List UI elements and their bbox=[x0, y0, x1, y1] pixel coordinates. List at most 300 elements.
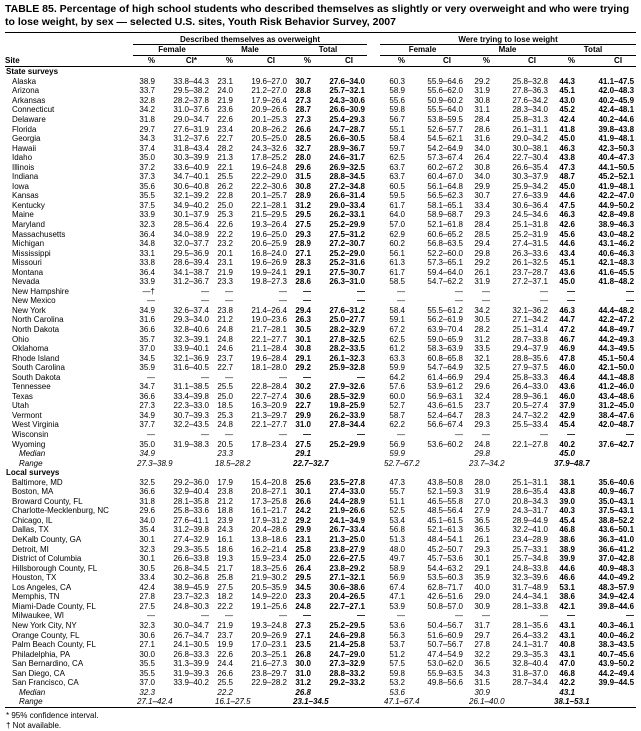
ci-value: 52.1–61.8 bbox=[427, 219, 463, 229]
percent-value: 31.2 bbox=[295, 200, 311, 210]
subheader-male: Male bbox=[465, 45, 550, 56]
column-gap bbox=[367, 697, 380, 707]
ci-value: 19.6–25.0 bbox=[251, 229, 287, 239]
percent-value: — bbox=[397, 296, 405, 306]
ci-value: 40.2–44.6 bbox=[598, 114, 635, 124]
column-header-pct: % bbox=[380, 55, 409, 67]
table-row bbox=[5, 201, 636, 211]
ci-value: 20.1–25.7 bbox=[251, 191, 287, 201]
ci-value: 34.7–40.1 bbox=[173, 172, 209, 182]
percent-value: 43.1 bbox=[559, 630, 575, 640]
percent-value: 36.6 bbox=[139, 325, 155, 334]
ci-value: 33.9–40.1 bbox=[173, 344, 209, 354]
percent-value: 30.7 bbox=[295, 76, 311, 86]
percent-value: 30.0 bbox=[139, 649, 155, 659]
ci-value: 34.9–40.2 bbox=[173, 200, 209, 210]
percent-value: 46.8 bbox=[559, 668, 575, 678]
ci-value: 19.9–24.1 bbox=[251, 267, 287, 277]
percent-value: 38.6 bbox=[559, 535, 575, 545]
ci-value: — bbox=[279, 372, 287, 382]
ci-value: 26.8–33.3 bbox=[173, 649, 209, 659]
ci-value: 38.3–43.5 bbox=[598, 640, 635, 650]
column-gap bbox=[367, 554, 380, 564]
ci-value: 33.9–40.2 bbox=[173, 678, 209, 688]
percent-value: 47.0 bbox=[559, 659, 575, 669]
ci-value: — bbox=[279, 611, 287, 621]
ci-value: 31.9–39.3 bbox=[173, 668, 209, 678]
ci-value: 32.3–39.1 bbox=[173, 334, 209, 344]
ci-value: 29.5–36.9 bbox=[173, 248, 209, 258]
ci-value: 19.0–23.6 bbox=[251, 315, 287, 325]
ci-value: 24.4–28.9 bbox=[329, 496, 365, 506]
ci-value: 21.1–28.4 bbox=[251, 344, 287, 354]
percent-value: 53.2 bbox=[389, 678, 405, 688]
column-gap bbox=[367, 411, 380, 421]
ci-value: 52.1–59.3 bbox=[427, 487, 463, 497]
ci-value: 26.6–30.5 bbox=[329, 134, 365, 144]
percent-value: 59.5 bbox=[389, 191, 405, 201]
table-row bbox=[5, 678, 636, 688]
site-name: Arkansas bbox=[12, 95, 46, 105]
table-row bbox=[5, 382, 636, 392]
percent-value: 29.5 bbox=[295, 210, 311, 220]
percent-value: — bbox=[225, 296, 233, 306]
column-gap bbox=[367, 440, 380, 450]
ci-value: 24.6–31.7 bbox=[329, 153, 365, 163]
percent-value: 33.8 bbox=[139, 258, 155, 268]
percent-value: 32.1 bbox=[474, 353, 490, 363]
ci-value: 39.8–44.6 bbox=[598, 601, 635, 611]
ci-value: 50.8–57.0 bbox=[427, 601, 463, 611]
table-row bbox=[5, 325, 636, 335]
percent-value: 34.9 bbox=[139, 410, 155, 420]
ci-value: 37.5–43.1 bbox=[598, 506, 635, 516]
ci-value: 22.7–30.4 bbox=[512, 153, 548, 163]
percent-value: 33.1 bbox=[139, 248, 155, 258]
ci-value: 37.0–42.8 bbox=[598, 554, 635, 564]
percent-value: 32.5 bbox=[474, 363, 490, 373]
ci-value: 35.6–40.6 bbox=[598, 477, 635, 487]
percent-value: 64.0 bbox=[389, 210, 405, 220]
range-value: 26.1–40.0 bbox=[469, 697, 505, 707]
median-value: 29.1 bbox=[295, 449, 311, 459]
ci-value: — bbox=[540, 296, 548, 306]
ci-value: 29.2–36.0 bbox=[173, 477, 209, 487]
site-name: Massachusetts bbox=[12, 229, 66, 239]
site-name: Detroit, MI bbox=[12, 544, 49, 554]
ci-empty bbox=[409, 449, 465, 459]
ci-value: 22.9–28.2 bbox=[251, 678, 287, 688]
ci-value: 53.8–59.5 bbox=[427, 114, 463, 124]
percent-value: 51.1 bbox=[389, 496, 405, 506]
ci-value: 21.3–25.0 bbox=[329, 535, 365, 545]
column-gap bbox=[367, 430, 380, 440]
percent-value: 44.6 bbox=[559, 563, 575, 573]
percent-value: 62.5 bbox=[389, 153, 405, 163]
percent-value: 35.5 bbox=[139, 659, 155, 669]
percent-value: 45.2 bbox=[559, 105, 575, 115]
ci-value: 24.3–32.6 bbox=[251, 143, 287, 153]
percent-value: 53.9 bbox=[389, 601, 405, 611]
ci-value: 29.0–34.2 bbox=[512, 134, 548, 144]
section-label: Local surveys bbox=[6, 468, 60, 478]
ci-value: 24.1–34.9 bbox=[329, 515, 365, 525]
percent-value: 37.0 bbox=[139, 344, 155, 354]
ci-value: 42.2–47.2 bbox=[598, 315, 635, 325]
ci-value: 42.1–48.3 bbox=[598, 258, 635, 268]
column-header-pct: % bbox=[465, 55, 494, 67]
percent-value: 62.9 bbox=[389, 229, 405, 239]
percent-value: 56.1 bbox=[389, 248, 405, 258]
table-row bbox=[5, 144, 636, 154]
percent-value: 22.2 bbox=[217, 601, 233, 611]
table-row bbox=[5, 335, 636, 345]
range-row bbox=[5, 459, 636, 469]
ci-value: 25.8–33.6 bbox=[173, 506, 209, 516]
ci-value: 25.7–32.1 bbox=[329, 86, 365, 96]
percent-value: 47.3 bbox=[389, 477, 405, 487]
percent-value: 29.2 bbox=[295, 363, 311, 373]
percent-value: 18.5 bbox=[217, 401, 233, 411]
ci-value: 31.8–43.4 bbox=[173, 143, 209, 153]
ci-value: 42.0–48.3 bbox=[598, 86, 635, 96]
ci-value: 25.8–31.3 bbox=[512, 114, 548, 124]
ci-value: 28.9–44.9 bbox=[512, 515, 548, 525]
percent-value: 29.5 bbox=[295, 573, 311, 583]
percent-value: 26.3 bbox=[295, 315, 311, 325]
percent-value: 29.3 bbox=[474, 544, 490, 554]
ci-value: 26.4–33.0 bbox=[512, 382, 548, 392]
ci-value: 31.8–37.0 bbox=[512, 668, 548, 678]
ci-value: 53.5–60.3 bbox=[427, 573, 463, 583]
percent-value: 27.5 bbox=[295, 439, 311, 449]
percent-value: 23.2 bbox=[217, 239, 233, 249]
ci-value: 27.4–32.9 bbox=[173, 535, 209, 545]
ci-value: 28.6–39.4 bbox=[173, 258, 209, 268]
ci-value: 27.5–31.2 bbox=[329, 229, 365, 239]
ci-value: 20.9–26.9 bbox=[251, 630, 287, 640]
percent-value: 27.0 bbox=[474, 496, 490, 506]
column-gap bbox=[367, 564, 380, 574]
ci-value: 42.1–50.0 bbox=[598, 363, 635, 373]
ci-value: 30.7–39.3 bbox=[173, 410, 209, 420]
table-row bbox=[5, 182, 636, 192]
ci-value: 44.1–48.8 bbox=[598, 372, 635, 382]
percent-value: 46.3 bbox=[559, 143, 575, 153]
ci-value: 34.0–38.9 bbox=[173, 229, 209, 239]
ci-value: 40.7–45.6 bbox=[598, 649, 635, 659]
table-row bbox=[5, 430, 636, 440]
percent-value: 57.5 bbox=[389, 659, 405, 669]
table-row bbox=[5, 258, 636, 268]
site-name: Maine bbox=[12, 210, 34, 220]
median-value: 43.1 bbox=[559, 687, 575, 697]
ci-value: — bbox=[455, 430, 463, 440]
ci-value: 31.2–45.0 bbox=[598, 401, 635, 411]
percent-value: 33.7 bbox=[139, 86, 155, 96]
percent-value: 60.5 bbox=[389, 181, 405, 191]
percent-value: — bbox=[482, 296, 490, 306]
ci-value: 31.7–48.9 bbox=[512, 582, 548, 592]
ci-empty bbox=[579, 688, 636, 698]
median-value: 30.9 bbox=[474, 687, 490, 697]
column-gap bbox=[367, 354, 380, 364]
percent-value: 34.8 bbox=[139, 239, 155, 249]
percent-value: 59.7 bbox=[389, 143, 405, 153]
ci-value: 43.8–50.8 bbox=[427, 477, 463, 487]
percent-value: 24.6 bbox=[217, 344, 233, 354]
column-gap bbox=[367, 545, 380, 555]
ci-value: 38.9–45.9 bbox=[173, 582, 209, 592]
ci-value: 24.1–30.5 bbox=[173, 640, 209, 650]
percent-value: 34.0 bbox=[139, 515, 155, 525]
ci-value: 25.2–31.6 bbox=[329, 258, 365, 268]
percent-value: 21.7 bbox=[217, 563, 233, 573]
column-gap bbox=[367, 287, 380, 297]
ci-value: 24.3–30.6 bbox=[329, 95, 365, 105]
percent-value: 56.8 bbox=[389, 525, 405, 535]
table-row bbox=[5, 220, 636, 230]
site-name: Alaska bbox=[12, 76, 37, 86]
percent-value: 42.4 bbox=[139, 582, 155, 592]
percent-value: 25.0 bbox=[217, 200, 233, 210]
site-name: Indiana bbox=[12, 172, 39, 182]
column-gap bbox=[367, 659, 380, 669]
percent-value: 48.0 bbox=[389, 544, 405, 554]
ci-value: 43.1–46.2 bbox=[598, 239, 635, 249]
ci-value: 19.6–26.9 bbox=[251, 258, 287, 268]
ci-value: 21.5–29.5 bbox=[251, 210, 287, 220]
range-value: 16.1–27.5 bbox=[215, 697, 251, 707]
ci-value: 33.6–40.9 bbox=[173, 162, 209, 172]
table-row bbox=[5, 125, 636, 135]
ci-value: — bbox=[455, 296, 463, 306]
percent-value: 29.1 bbox=[474, 563, 490, 573]
ci-value: 40.2–45.9 bbox=[598, 95, 635, 105]
ci-value: 25.2–29.0 bbox=[329, 248, 365, 258]
column-gap bbox=[367, 506, 380, 516]
column-gap bbox=[367, 669, 380, 679]
ci-value: 31.1–38.5 bbox=[173, 382, 209, 392]
site-name: Arizona bbox=[12, 86, 40, 96]
ci-value: 44.3–49.5 bbox=[598, 344, 635, 354]
ci-value: 56.8–63.5 bbox=[427, 239, 463, 249]
percent-value: — bbox=[147, 611, 155, 621]
ci-value: 22.6–27.5 bbox=[329, 554, 365, 564]
percent-value: — bbox=[303, 611, 311, 621]
subheader-female: Female bbox=[133, 45, 211, 56]
column-gap bbox=[367, 535, 380, 545]
range-row bbox=[5, 697, 636, 707]
ci-value: 42.2–47.0 bbox=[598, 191, 635, 201]
percent-value: 38.1 bbox=[559, 477, 575, 487]
ci-value: 17.9–26.4 bbox=[251, 95, 287, 105]
percent-value: 62.2 bbox=[389, 420, 405, 430]
percent-value: 28.2 bbox=[474, 325, 490, 334]
percent-value: 32.3 bbox=[139, 219, 155, 229]
table-row bbox=[5, 191, 636, 201]
ci-value: 21.4–25.8 bbox=[329, 640, 365, 650]
median-value: 34.9 bbox=[139, 449, 155, 459]
ci-value: 40.9–48.3 bbox=[598, 563, 635, 573]
percent-value: 21.2 bbox=[217, 315, 233, 325]
column-gap bbox=[367, 478, 380, 488]
percent-value: 39.0 bbox=[559, 496, 575, 506]
ci-value: 20.5–27.4 bbox=[512, 401, 548, 411]
site-name: New Mexico bbox=[12, 296, 56, 306]
ci-value: 32.9–40.4 bbox=[173, 487, 209, 497]
ci-value: 40.0–46.2 bbox=[598, 630, 635, 640]
ci-value: 25.7–33.1 bbox=[512, 544, 548, 554]
range-value: 22.7–32.7 bbox=[293, 458, 329, 468]
percent-value: 25.5 bbox=[217, 382, 233, 392]
percent-value: 46.7 bbox=[559, 334, 575, 344]
site-name: Mississippi bbox=[12, 248, 51, 258]
ci-value: 32.2–43.5 bbox=[173, 420, 209, 430]
percent-value: 29.4 bbox=[474, 372, 490, 382]
table-row bbox=[5, 640, 636, 650]
column-header-ci: CI bbox=[579, 55, 636, 67]
percent-value: 27.1 bbox=[295, 248, 311, 258]
ci-value: 24.6–29.8 bbox=[329, 630, 365, 640]
site-name: Maryland bbox=[12, 219, 45, 229]
ci-value: 24.8–33.8 bbox=[512, 563, 548, 573]
percent-value: 30.1 bbox=[295, 487, 311, 497]
ci-value: 28.9–36.1 bbox=[512, 391, 548, 401]
ci-value: 41.1–47.5 bbox=[598, 76, 635, 86]
median-value: 59.9 bbox=[389, 449, 405, 459]
footnote-not-available: † Not available. bbox=[6, 720, 62, 730]
column-gap bbox=[367, 296, 380, 306]
percent-value: 27.9 bbox=[474, 506, 490, 516]
ci-value: 45.7–53.6 bbox=[427, 554, 463, 564]
ci-value: 29.4–37.9 bbox=[512, 344, 548, 354]
ci-value: 20.8–26.2 bbox=[251, 124, 287, 134]
percent-value: 29.9 bbox=[474, 181, 490, 191]
ci-value: 21.7–28.1 bbox=[251, 325, 287, 334]
ci-value: 56.6–67.4 bbox=[427, 420, 463, 430]
range-value: 52.7–67.2 bbox=[384, 458, 420, 468]
percent-value: — bbox=[225, 372, 233, 382]
ci-value: 31.9–38.3 bbox=[173, 439, 209, 449]
ci-value: 29.0–34.7 bbox=[173, 114, 209, 124]
column-gap bbox=[367, 134, 380, 144]
percent-value: 23.3 bbox=[217, 277, 233, 287]
ci-value: 36.6–41.2 bbox=[598, 544, 635, 554]
ci-value: 35.0–43.1 bbox=[598, 496, 635, 506]
ci-value: 26.6–33.8 bbox=[173, 554, 209, 564]
ci-empty bbox=[494, 688, 550, 698]
ci-empty bbox=[159, 449, 211, 459]
percent-value: 36.5 bbox=[474, 525, 490, 535]
percent-value: 33.9 bbox=[139, 210, 155, 220]
percent-value: 42.4 bbox=[559, 114, 575, 124]
percent-value: 29.9 bbox=[295, 410, 311, 420]
percent-value: 28.3 bbox=[474, 410, 490, 420]
ci-value: — bbox=[279, 430, 287, 440]
ci-value: 25.0–27.7 bbox=[329, 315, 365, 325]
percent-value: 67.4 bbox=[389, 582, 405, 592]
percent-value: 23.1 bbox=[217, 258, 233, 268]
percent-value: 37.5 bbox=[139, 200, 155, 210]
site-name: District of Columbia bbox=[12, 554, 82, 564]
percent-value: 21.3 bbox=[217, 153, 233, 163]
ci-value: 27.8–34.4 bbox=[329, 420, 365, 430]
column-gap bbox=[367, 382, 380, 392]
ci-value: 45.2–50.7 bbox=[427, 544, 463, 554]
column-gap bbox=[367, 573, 380, 583]
percent-value: 28.4 bbox=[474, 114, 490, 124]
percent-value: — bbox=[482, 430, 490, 440]
site-name: Memphis, TN bbox=[12, 592, 60, 602]
percent-value: 27.5 bbox=[139, 601, 155, 611]
percent-value: 25.6 bbox=[295, 477, 311, 487]
ci-value: 26.7–34.7 bbox=[173, 630, 209, 640]
percent-value: 28.5 bbox=[474, 229, 490, 239]
section-header-row bbox=[5, 468, 636, 478]
table-row bbox=[5, 230, 636, 240]
ci-value: 19.8–25.9 bbox=[329, 401, 365, 411]
percent-value: 32.3 bbox=[139, 544, 155, 554]
site-name: Baltimore, MD bbox=[12, 477, 63, 487]
percent-value: 22.6 bbox=[217, 219, 233, 229]
ci-value: — bbox=[279, 286, 287, 296]
percent-value: 27.3 bbox=[295, 114, 311, 124]
ci-value: 41.6–45.5 bbox=[598, 267, 635, 277]
percent-value: 28.7 bbox=[295, 105, 311, 115]
ci-value: 57.3–67.4 bbox=[427, 153, 463, 163]
percent-value: 29.0 bbox=[474, 592, 490, 602]
percent-value: 19.3 bbox=[217, 554, 233, 564]
percent-value: 34.0 bbox=[474, 172, 490, 182]
percent-value: 56.9 bbox=[389, 439, 405, 449]
ci-value: — bbox=[626, 286, 635, 296]
ci-value: 30.2–36.8 bbox=[173, 573, 209, 583]
table-row bbox=[5, 420, 636, 430]
column-gap bbox=[367, 258, 380, 268]
percent-value: — bbox=[567, 611, 575, 621]
table-row bbox=[5, 478, 636, 488]
ci-value: — bbox=[455, 611, 463, 621]
ci-value: 30.1–37.9 bbox=[173, 210, 209, 220]
percent-value: 40.0 bbox=[474, 582, 490, 592]
percent-value: 25.8 bbox=[295, 544, 311, 554]
ci-value: 17.0–23.1 bbox=[251, 640, 287, 650]
ci-value: 26.6–30.9 bbox=[329, 105, 365, 115]
median-row bbox=[5, 688, 636, 698]
table-row bbox=[5, 497, 636, 507]
ci-value: 19.3–24.8 bbox=[251, 620, 287, 630]
ci-value: 13.8–18.6 bbox=[251, 535, 287, 545]
column-gap bbox=[367, 201, 380, 211]
percent-value: 48.7 bbox=[559, 172, 575, 182]
ci-value: 39.8–43.8 bbox=[598, 124, 635, 134]
section-label: State surveys bbox=[6, 67, 59, 77]
percent-value: 63.7 bbox=[389, 162, 405, 172]
percent-value: 26.6 bbox=[295, 496, 311, 506]
ci-value: 54.7–62.2 bbox=[427, 277, 463, 287]
ci-value: 34.1–38.7 bbox=[173, 267, 209, 277]
percent-value: 22.7 bbox=[217, 363, 233, 373]
percent-value: 67.2 bbox=[389, 325, 405, 334]
ci-value: 54.7–64.9 bbox=[427, 363, 463, 373]
percent-value: 36.5 bbox=[474, 659, 490, 669]
ci-value: 27.2–37.1 bbox=[512, 277, 548, 287]
percent-value: 26.1 bbox=[474, 267, 490, 277]
percent-value: 53.6 bbox=[389, 620, 405, 630]
ci-value: 59.0–65.9 bbox=[427, 334, 463, 344]
ci-value: 24.7–32.2 bbox=[512, 410, 548, 420]
